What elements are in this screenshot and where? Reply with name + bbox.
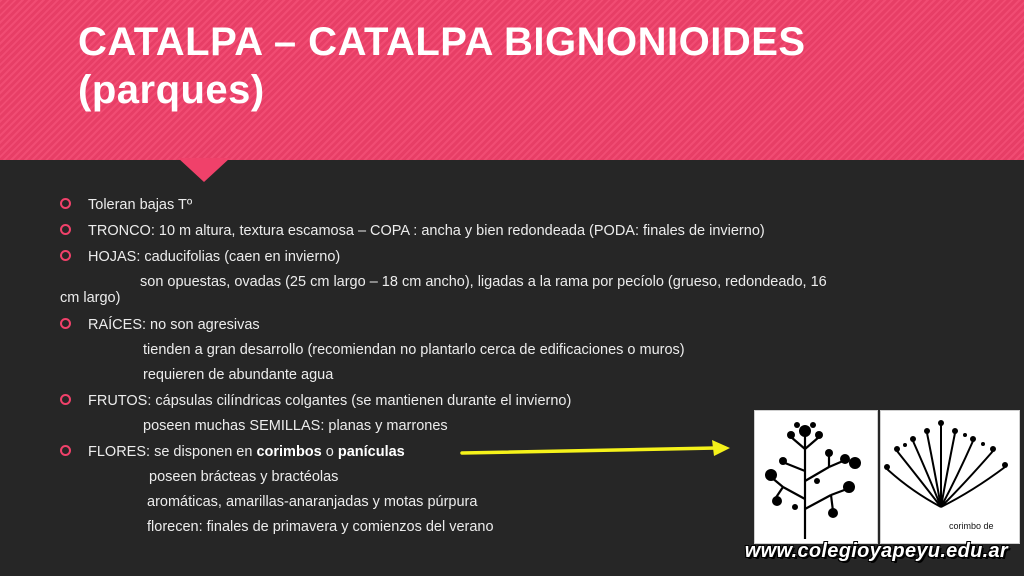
sub-text: poseen muchas SEMILLAS: planas y marrones (143, 418, 448, 434)
sub-text: poseen brácteas y bractéolas (149, 469, 339, 485)
bullet-text: FRUTOS: cápsulas cilíndricas colgantes (se mantienen durante el invierno) (88, 393, 572, 409)
slide-title: CATALPA – CATALPA BIGNONIOIDES (parques) (78, 20, 806, 112)
sub-text: tienden a gran desarrollo (recomiendan no plantarlo cerca de edificaciones o muros) (143, 342, 685, 358)
image-caption: corimbo de (949, 521, 994, 531)
bullet-text: HOJAS: caducifolias (caen en invierno) (88, 249, 341, 265)
panicula-image (880, 410, 1020, 544)
bullet-icon (60, 445, 71, 456)
yellow-arrow-icon (460, 438, 734, 462)
sub-text: son opuestas, ovadas (25 cm largo – 18 cm ancho), ligadas a la rama por pecíolo (grueso, redondeado, 16 (140, 274, 827, 290)
bullet-icon (60, 394, 71, 405)
bullet-icon (60, 198, 71, 209)
corimbo-image (754, 410, 878, 544)
bullet-icon (60, 250, 71, 261)
flores-word-corimbos: corimbos (256, 444, 322, 460)
watermark-text: www.colegioyapeyu.edu.ar (744, 540, 1008, 562)
bullet-text: RAÍCES: no son agresivas (88, 317, 260, 333)
bullet-text: TRONCO: 10 m altura, textura escamosa – COPA : ancha y bien redondeada (PODA: finales de invierno) (88, 223, 765, 239)
sub-text: cm largo) (60, 290, 121, 306)
sub-text: aromáticas, amarillas-anaranjadas y motas púrpura (147, 494, 478, 510)
flores-prefix: FLORES: se disponen en (88, 444, 257, 460)
corimbo-diagram-icon (755, 411, 877, 543)
bullet-text: Toleran bajas Tº (88, 197, 193, 213)
sub-text: florecen: finales de primavera y comienzos del verano (147, 519, 494, 535)
flores-connector: o (321, 444, 338, 460)
bullet-icon (60, 318, 71, 329)
flores-word-paniculas: panículas (337, 444, 405, 460)
bullet-text-flores (88, 443, 405, 461)
bullet-icon (60, 224, 71, 235)
sub-text: requieren de abundante agua (143, 367, 334, 383)
